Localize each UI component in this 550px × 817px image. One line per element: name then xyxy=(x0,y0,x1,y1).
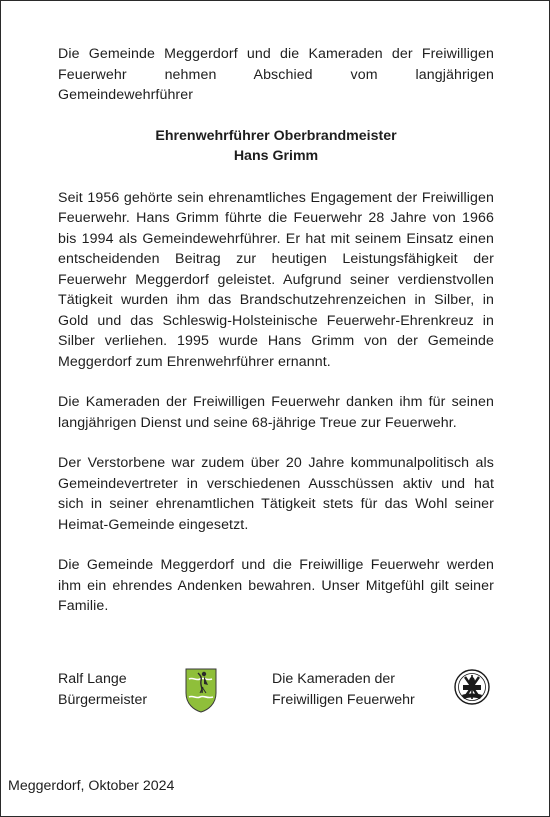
intro-text: Die Gemeinde Meggerdorf und die Kameraden der Freiwilligen Feuerwehr nehmen Abschied vom langjährigen Gemeindewehrführer xyxy=(58,46,494,103)
signature-row xyxy=(58,669,498,719)
mayor-title: Bürgermeister xyxy=(58,691,148,708)
fire-brigade-line-1: Die Kameraden der xyxy=(272,671,396,687)
signature-mayor xyxy=(58,669,147,710)
municipal-crest-icon xyxy=(184,667,218,713)
notice-body xyxy=(58,44,494,637)
deceased-title: Ehrenwehrführer Oberbrandmeister xyxy=(155,127,397,144)
paragraph-remembrance: Die Gemeinde Meggerdorf und die Freiwillige Feuerwehr werden ihm ein ehrendes Andenken bewahren. Unser Mitgefühl gilt seiner Familie. xyxy=(58,557,494,614)
place-date: Meggerdorf, Oktober 2024 xyxy=(8,778,175,794)
paragraph-thanks: Die Kameraden der Freiwilligen Feuerwehr danken ihm für seinen langjährigen Dienst und seine 68-jährige Treue zur Feuerwehr. xyxy=(58,394,494,431)
deceased-name: Hans Grimm xyxy=(233,148,319,164)
mayor-name: Ralf Lange xyxy=(58,671,127,687)
deceased-heading xyxy=(58,126,494,167)
paragraph-biography: Seit 1956 gehörte sein ehrenamtliches Engagement der Freiwilligen Feuerwehr. Hans Grimm führte die Feuerwehr 28 Jahre von 1966 bis 1994 als Gemeindewehrführer. Er hat mit seinem Einsatz einen entscheidenden Beitrag zur heutigen Leistungsfähigkeit der Feuerwehr Meggerdorf geleistet. Aufgrund seiner verdienstvollen Tätigkeit wurden ihm das Brandschutzehrenzeichen in Silber, in Gold und das Schleswig-Holsteinische Feuerwehr-Ehrenkreuz in Silber verliehen. 1995 wurde Hans Grimm von der Gemeinde Meggerdorf zum Ehrenwehrführer ernannt. xyxy=(58,189,494,370)
paragraph-politics: Der Verstorbene war zudem über 20 Jahre kommunalpolitisch als Gemeindevertreter in verschiedenen Ausschüssen aktiv und hat sich in seiner ehrenamtlichen Tätigkeit stets für das Wohl seiner Heimat-Gemeinde eingesetzt. xyxy=(58,455,494,533)
signature-fire-brigade xyxy=(272,669,415,710)
fire-brigade-emblem-icon xyxy=(454,669,490,705)
fire-brigade-line-2: Freiwilligen Feuerwehr xyxy=(272,691,415,708)
